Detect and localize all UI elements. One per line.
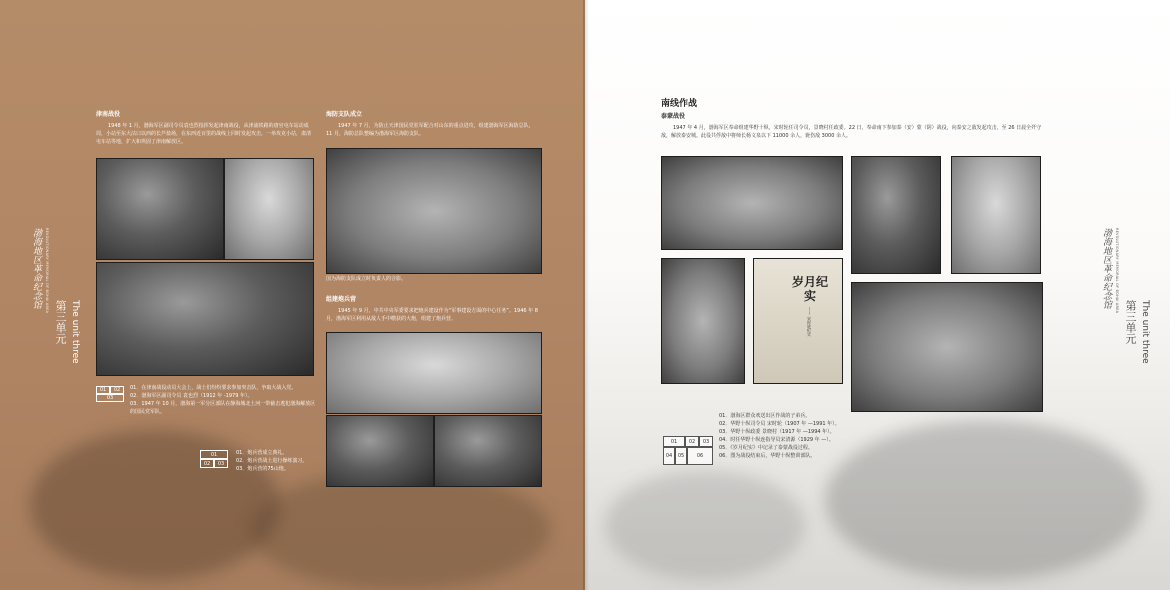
legend-index: 01 <box>96 386 110 394</box>
book-spine-shadow <box>583 0 589 590</box>
legend-a-captions <box>130 384 316 416</box>
legend-caption: 01．在津南战役动员大会上，战士们纷纷要求参加突击队，争取大战入党。 <box>130 385 297 391</box>
photo-mountain-gun <box>434 415 542 487</box>
legend-index: 01 <box>200 450 228 459</box>
legend-index: 04 <box>663 447 675 465</box>
photo-farewell-crowd <box>661 156 843 250</box>
photo-artillery-drill <box>326 415 434 487</box>
legend-index: 02 <box>200 459 214 468</box>
taimeng-campaign-body: 1947 年 4 月，渤海军区奉命组建华野十纵，宋时轮任司令员，景晓村任政委。22 日，奉命南下参加泰（安）蒙（阴）战役，向泰安之敌发起攻击，至 26 日晨全歼守敌，解放泰安城。此役共俘敌中将师长杨文泉以下 11000 余人，毙伤敌 3000 余人。 <box>661 125 1042 139</box>
legend-caption: 02．炮兵营战士进行操练演习。 <box>236 458 308 464</box>
right-side-label <box>1100 228 1119 313</box>
photo-yuan-yelie-portrait <box>224 158 314 260</box>
jinnan-campaign-body: 1948 年 1 月，渤海军区副司令员袁也烈指挥发起津南战役，从津浦铁路的唐官屯车站动成周，小站至东大沽口以西的长芦盐场，在东西近百里的战线上同时发起攻击，一举攻克小站，肃清屯车站等地，扩大和巩固了津南解放区。 <box>96 123 312 145</box>
photo-mobilization-rally <box>96 158 224 260</box>
book-title: 岁月纪实 <box>791 275 828 303</box>
southern-front-title: 南线作战 <box>661 99 698 109</box>
legend-caption: 04．时任华野十纵连指导员宋清源（1929 年 —）。 <box>719 437 834 443</box>
legend-caption: 03．华野十纵政委 景晓村（1917 年 —1994 年）。 <box>719 429 835 435</box>
photo-ambush-troops <box>96 262 314 376</box>
book-subtitle: —— 宋时轮纪实 <box>807 307 812 337</box>
photo-song-shilun-portrait <box>851 156 941 274</box>
museum-script-title: 渤海地区革命纪念馆 <box>1101 228 1111 309</box>
unit-chinese-title: 第三单元 <box>1124 300 1137 344</box>
coast-defense-title: 海防支队成立 <box>326 111 363 118</box>
legend-index: 01 <box>663 436 685 447</box>
taimeng-campaign-title: 泰蒙战役 <box>661 113 686 120</box>
photo-coast-defense-leaders <box>326 148 542 274</box>
artillery-title: 组建炮兵营 <box>326 296 357 303</box>
legend-index: 02 <box>685 436 699 447</box>
left-unit-label <box>52 300 80 364</box>
legend-caption: 01．渤海区群众欢送出区作战的子弟兵。 <box>719 413 811 419</box>
unit-chinese-title: 第三单元 <box>54 300 67 344</box>
legend-index: 02 <box>110 386 124 394</box>
unit-english-title: The unit three <box>70 300 80 364</box>
photo-song-qingyuan <box>661 258 745 384</box>
right-unit-label <box>1122 300 1150 364</box>
legend-index: 05 <box>675 447 687 465</box>
legend-index: 06 <box>687 447 713 465</box>
legend-index: 03 <box>96 394 124 402</box>
artillery-body: 1945 年 9 月，中共中央军委要求把炮兵建设作为“军事建设方面的中心任务”。1946 年 8 月，渤海军区利用从敌人手中缴获的大炮，组建了炮兵营。 <box>326 308 538 322</box>
background-photo-fade <box>605 470 805 580</box>
museum-script-title: 渤海地区革命纪念馆 <box>31 228 41 309</box>
legend-index: 03 <box>699 436 713 447</box>
background-photo-fade <box>250 470 550 590</box>
right-page <box>585 0 1170 590</box>
legend-caption: 02．渤海军区副司令员 袁也烈（1912 年 -1979 年）。 <box>130 393 253 399</box>
legend-caption: 03．炮兵营的75山炮。 <box>236 466 289 472</box>
photo-artillery-ceremony <box>326 332 542 414</box>
coast-defense-body: 1947 年 7 月，为防止天津国民党驻军配合对山东的重点进攻，组建渤海军区海防总队，11 月，海防总队整编为渤海军区海防支队。 <box>326 123 534 137</box>
jinnan-campaign-title: 津南战役 <box>96 111 121 118</box>
legend-caption: 02．华野十纵司令员 宋时轮（1907 年 —1991 年）。 <box>719 421 840 427</box>
legend-caption: 05．《岁月纪实》中记录了泰蒙战役过程。 <box>719 445 813 451</box>
unit-english-title: The unit three <box>1140 300 1150 364</box>
legend-b-captions <box>236 449 326 473</box>
museum-english-title: REVOLUTIONARY MEMORIAL OF BOHAI AREA <box>1115 228 1119 314</box>
legend-index: 03 <box>214 459 228 468</box>
photo-troop-training <box>851 282 1043 412</box>
coast-photo-caption: 国为海防支队成立时负责人的合影。 <box>326 276 407 282</box>
museum-english-title: REVOLUTIONARY MEMORIAL OF BOHAI AREA <box>45 228 49 314</box>
left-side-label <box>30 228 49 313</box>
legend-caption: 06．图为战役结束后，华野十纵整训部队。 <box>719 453 816 459</box>
photo-jing-xiaocun-portrait <box>951 156 1041 274</box>
legend-caption: 01．炮兵营成立典礼。 <box>236 450 288 456</box>
legend-caption: 03．1947 年 10 月，渤海第一军分区部队在静海城北土河一带截击逃犯渤海解放区的国民党军队。 <box>130 401 316 415</box>
book-cover-suiyue-jishi <box>753 258 843 384</box>
right-legend-captions <box>719 412 899 460</box>
